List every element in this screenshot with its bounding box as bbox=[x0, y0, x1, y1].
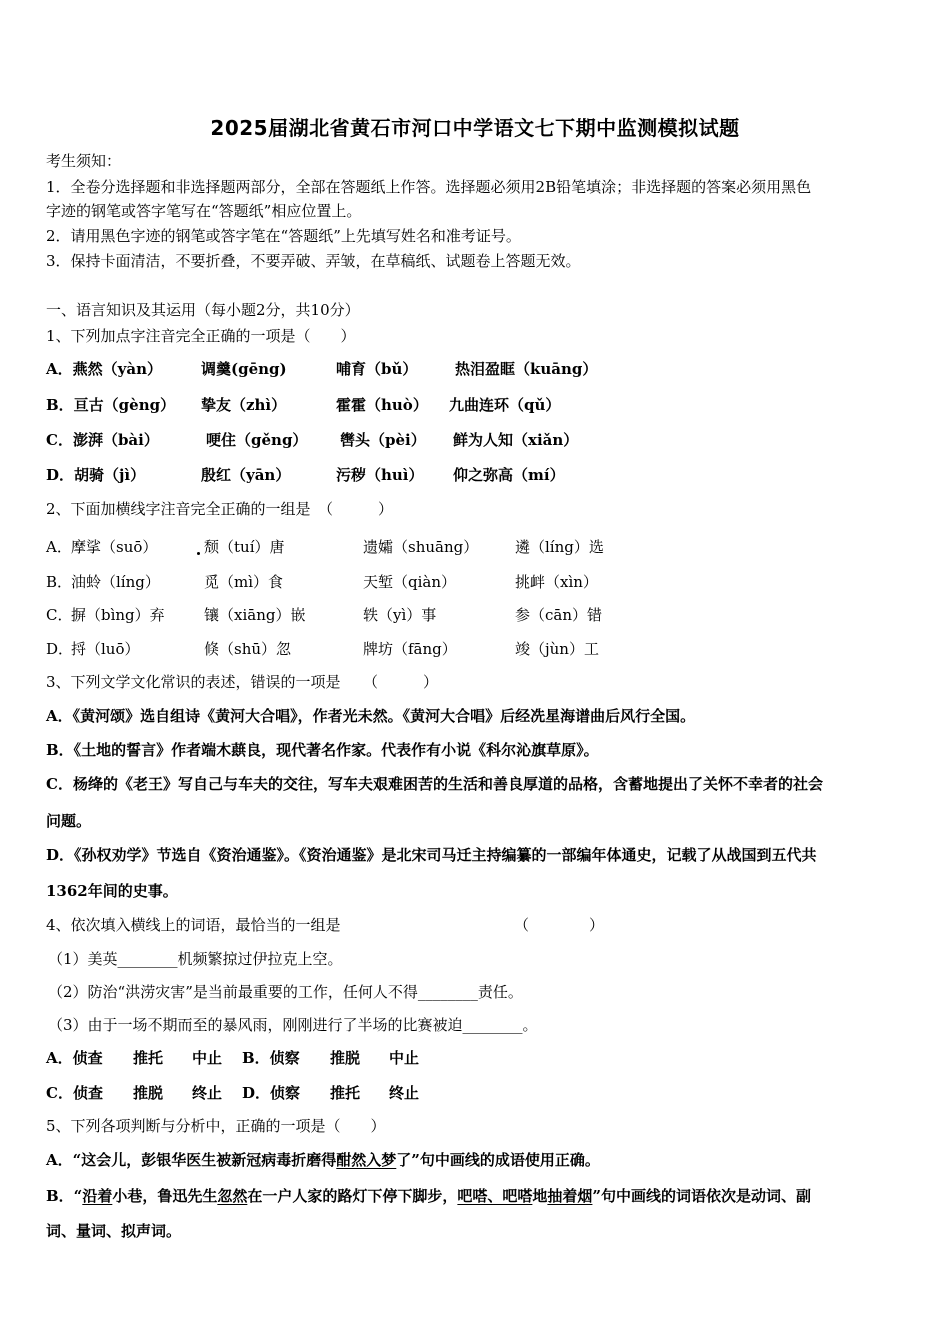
option-text: 在一户人家的路灯下停下脚步， bbox=[247, 1187, 458, 1205]
option-item: 挑衅（xìn） bbox=[515, 573, 598, 591]
option-item: 仰之弥高（mí） bbox=[453, 466, 565, 484]
option-text: 小巷，鲁迅先生 bbox=[112, 1187, 218, 1205]
question-3-option-d: D．《孙权劝学》节选自《资治通鉴》。《资治通鉴》是北宋司马迁主持编纂的一部编年体通史，记载了从战国到五代共 bbox=[46, 846, 817, 864]
option-item: 挚友（zhì） bbox=[201, 396, 287, 414]
option-item: 终止 bbox=[389, 1084, 420, 1102]
option-item: 哽住（gěng） bbox=[206, 431, 308, 449]
question-4-stem: 4、依次填入横线上的词语，最恰当的一组是 bbox=[46, 916, 341, 934]
option-letter: B． bbox=[46, 573, 73, 591]
sentence-text: （1）美英 bbox=[48, 950, 118, 968]
option-item: D．胡骑（jì） bbox=[46, 466, 146, 484]
option-item: 推托 bbox=[330, 1084, 361, 1102]
notice-heading: 考生须知： bbox=[46, 152, 122, 170]
question-1-stem: 1、下列加点字注音完全正确的一项是（ ） bbox=[46, 327, 356, 345]
notice-item-3: 3．保持卡面清洁，不要折叠，不要弄破、弄皱，在草稿纸、试题卷上答题无效。 bbox=[46, 252, 581, 270]
sentence-text: （2）防治“洪涝灾害”是当前最重要的工作，任何人不得 bbox=[48, 983, 418, 1001]
option-item: B．侦察 bbox=[242, 1049, 300, 1067]
option-letter: A． bbox=[46, 538, 72, 556]
answer-paren: （ ） bbox=[514, 916, 605, 934]
option-text: A．“这会儿，彭银华医生被新冠病毒折磨得 bbox=[46, 1151, 337, 1169]
question-5-option-b-cont: 词、量词、拟声词。 bbox=[46, 1222, 182, 1240]
option-item: 牌坊（fāng） bbox=[363, 640, 457, 658]
question-4-sentence-3 bbox=[48, 1015, 538, 1035]
fill-blank: ________ bbox=[117, 950, 178, 968]
option-item: 九曲连环（qǔ） bbox=[449, 396, 561, 414]
option-item: 遴（líng）选 bbox=[515, 538, 604, 556]
option-item: 轶（yì）事 bbox=[363, 606, 437, 624]
sentence-text: 机频繁掠过伊拉克上空。 bbox=[177, 950, 343, 968]
option-item: 摩挲（suō） bbox=[71, 538, 158, 556]
underlined-phrase: 酣然入梦 bbox=[336, 1151, 397, 1169]
option-item: 霍霍（huò） bbox=[336, 396, 428, 414]
option-item: 调羹(gēng) bbox=[201, 360, 287, 378]
option-item: 推脱 bbox=[133, 1084, 164, 1102]
question-3-option-d-cont: 1362年间的史事。 bbox=[46, 882, 178, 900]
exam-title: 2025届湖北省黄石市河口中学语文七下期中监测模拟试题 bbox=[210, 116, 740, 140]
sentence-text: 责任。 bbox=[477, 983, 523, 1001]
option-item: 终止 bbox=[192, 1084, 223, 1102]
option-item: A．侦查 bbox=[46, 1049, 103, 1067]
notice-item-1: 1．全卷分选择题和非选择题两部分，全部在答题纸上作答。选择题必须用2B铅笔填涂；非选择题的答案必须用黑色 bbox=[46, 178, 812, 196]
option-item: 捋（luō） bbox=[71, 640, 140, 658]
underlined-word: 沿着 bbox=[82, 1187, 113, 1205]
question-3-option-a: A．《黄河颂》选自组诗《黄河大合唱》，作者光未然。《黄河大合唱》后经冼星海谱曲后风行全国。 bbox=[46, 707, 696, 725]
question-4-sentence-2 bbox=[48, 982, 523, 1002]
notice-item-1-cont: 字迹的钢笔或答字笔写在“答题纸”相应位置上。 bbox=[46, 202, 362, 220]
option-item: C．澎湃（bài） bbox=[46, 431, 159, 449]
question-5-option-a bbox=[46, 1150, 600, 1170]
option-item: 油蛉（líng） bbox=[71, 573, 160, 591]
option-item: 遗孀（shuāng） bbox=[363, 538, 479, 556]
question-5-stem: 5、下列各项判断与分析中，正确的一项是（ ） bbox=[46, 1117, 386, 1135]
option-item: 热泪盈眶（kuāng） bbox=[455, 360, 598, 378]
option-item: 天堑（qiàn） bbox=[363, 573, 457, 591]
option-item: B．亘古（gèng） bbox=[46, 396, 176, 414]
fill-blank: ________ bbox=[462, 1016, 523, 1034]
option-item: 中止 bbox=[192, 1049, 223, 1067]
option-text: 地 bbox=[532, 1187, 548, 1205]
option-item: 竣（jùn）工 bbox=[515, 640, 599, 658]
emphasis-dot bbox=[197, 552, 200, 555]
option-item: 殷红（yān） bbox=[201, 466, 291, 484]
option-item: C．侦查 bbox=[46, 1084, 103, 1102]
underlined-word: 抽着烟 bbox=[547, 1187, 593, 1205]
option-item: 辔头（pèi） bbox=[340, 431, 426, 449]
question-3-option-c-cont: 问题。 bbox=[46, 812, 92, 830]
option-letter: D． bbox=[46, 640, 74, 658]
underlined-word: 吧嗒、吧嗒 bbox=[457, 1187, 533, 1205]
option-item: 倏（shū）忽 bbox=[204, 640, 292, 658]
option-item: 鲜为人知（xiǎn） bbox=[453, 431, 579, 449]
option-item: 中止 bbox=[389, 1049, 420, 1067]
question-5-option-b bbox=[46, 1186, 811, 1206]
option-item: 颓（tuí）唐 bbox=[204, 538, 285, 556]
question-3-option-c: C．杨绛的《老王》写自己与车夫的交往，写车夫艰难困苦的生活和善良厚道的品格，含蓄地提出了关怀不幸者的社会 bbox=[46, 775, 823, 793]
option-text: 了”句中画线的成语使用正确。 bbox=[396, 1151, 600, 1169]
question-3-option-b: B．《土地的誓言》作者端木蕻良，现代著名作家。代表作有小说《科尔沁旗草原》。 bbox=[46, 741, 599, 759]
option-item: 推脱 bbox=[330, 1049, 361, 1067]
notice-item-2: 2．请用黑色字迹的钢笔或答字笔在“答题纸”上先填写姓名和准考证号。 bbox=[46, 227, 521, 245]
question-3-stem: 3、下列文学文化常识的表述，错误的一项是 （ ） bbox=[46, 673, 439, 691]
option-text: B．“ bbox=[46, 1187, 83, 1205]
option-item: 推托 bbox=[133, 1049, 164, 1067]
option-item: 觅（mì）食 bbox=[204, 573, 284, 591]
sentence-text: （3）由于一场不期而至的暴风雨，刚刚进行了半场的比赛被迫 bbox=[48, 1016, 463, 1034]
option-item: 参（cān）错 bbox=[515, 606, 603, 624]
sentence-text: 。 bbox=[522, 1016, 538, 1034]
option-item: A．燕然（yàn） bbox=[46, 360, 162, 378]
option-item: 污秽（huì） bbox=[336, 466, 424, 484]
option-item: D．侦察 bbox=[242, 1084, 301, 1102]
option-item: 哺育（bǔ） bbox=[336, 360, 418, 378]
question-4-sentence-1 bbox=[48, 949, 343, 969]
underlined-word: 忽然 bbox=[217, 1187, 248, 1205]
option-letter: C． bbox=[46, 606, 73, 624]
section-heading: 一、语言知识及其运用（每小题2分，共10分） bbox=[46, 301, 360, 319]
option-item: 摒（bìng）弃 bbox=[71, 606, 165, 624]
option-text: ”句中画线的词语依次是动词、副 bbox=[592, 1187, 812, 1205]
option-item: 镶（xiāng）嵌 bbox=[204, 606, 306, 624]
question-2-stem: 2、下面加横线字注音完全正确的一组是 （ ） bbox=[46, 500, 394, 518]
fill-blank: ________ bbox=[417, 983, 478, 1001]
